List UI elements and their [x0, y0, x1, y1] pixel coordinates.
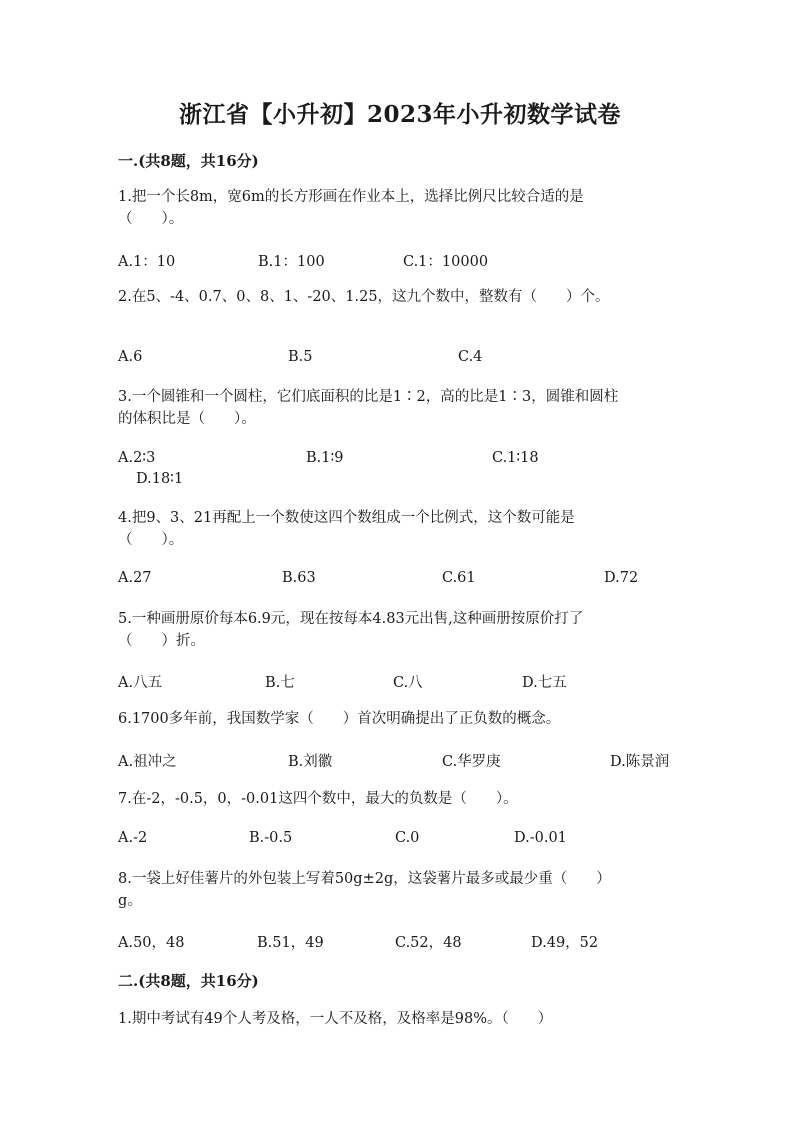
- question-4-option-a: A.27: [118, 570, 152, 586]
- question-6-option-b: B.刘徽: [288, 754, 333, 770]
- question-8-option-b: B.51，49: [257, 935, 324, 951]
- section-2-question-1-stem: 1.期中考试有49个人考及格，一人不及格，及格率是98%。（ ）: [118, 1011, 553, 1027]
- question-5-option-a: A.八五: [118, 675, 163, 691]
- section-1-heading: 一.(共8题，共16分): [118, 152, 259, 170]
- question-7-stem: 7.在-2，-0.5，0，-0.01这四个数中，最大的负数是（ ）。: [118, 791, 518, 807]
- question-8-stem: 8.一袋上好佳薯片的外包装上写着50g±2g，这袋薯片最多或最少重（ ） g。: [118, 871, 611, 909]
- section-2-heading: 二.(共8题，共16分): [118, 972, 259, 990]
- question-7-option-b: B.-0.5: [249, 830, 293, 846]
- question-2-option-a: A.6: [118, 349, 143, 365]
- question-4-option-b: B.63: [282, 570, 316, 586]
- question-3-option-a: A.2∶3: [118, 450, 156, 466]
- question-5-option-b: B.七: [265, 675, 295, 691]
- question-5-option-d: D.七五: [522, 675, 567, 691]
- question-6-option-a: A.祖冲之: [118, 754, 177, 770]
- question-4-option-d: D.72: [604, 570, 639, 586]
- page-title: 浙江省【小升初】2023年小升初数学试卷: [178, 101, 621, 128]
- question-6-option-d: D.陈景润: [610, 754, 670, 770]
- question-7-option-d: D.-0.01: [514, 830, 567, 846]
- question-1-stem: 1.把一个长8m，宽6m的长方形画在作业本上，选择比例尺比较合适的是 （ ）。: [118, 189, 584, 227]
- question-1-option-c: C.1：10000: [403, 254, 489, 270]
- question-2-option-c: C.4: [458, 349, 483, 365]
- question-4-option-c: C.61: [442, 570, 476, 586]
- question-5-stem: 5.一种画册原价每本6.9元，现在按每本4.83元出售,这种画册按原价打了 （ ）折。: [118, 611, 584, 649]
- question-4-stem: 4.把9、3、21再配上一个数使这四个数组成一个比例式，这个数可能是 （ ）。: [118, 510, 575, 548]
- question-1-option-a: A.1：10: [118, 254, 176, 270]
- question-8-option-a: A.50，48: [118, 935, 185, 951]
- question-3-stem: 3.一个圆锥和一个圆柱，它们底面积的比是1∶2，高的比是1∶3，圆锥和圆柱 的体积比是（ ）。: [118, 389, 619, 427]
- question-8-option-c: C.52，48: [395, 935, 462, 951]
- question-3-option-d: D.18∶1: [136, 471, 184, 487]
- question-7-option-c: C.0: [395, 830, 420, 846]
- question-5-option-c: C.八: [393, 675, 423, 691]
- question-3-option-b: B.1∶9: [306, 450, 344, 466]
- question-7-option-a: A.-2: [118, 830, 148, 846]
- question-2-stem: 2.在5、-4、0.7、0、8、1、-20、1.25，这九个数中，整数有（ ）个。: [118, 289, 610, 305]
- question-6-stem: 6.1700多年前，我国数学家（ ）首次明确提出了正负数的概念。: [118, 711, 561, 727]
- question-8-option-d: D.49，52: [531, 935, 599, 951]
- question-1-option-b: B.1：100: [258, 254, 325, 270]
- question-2-option-b: B.5: [288, 349, 313, 365]
- question-3-option-c: C.1∶18: [492, 450, 539, 466]
- question-6-option-c: C.华罗庚: [442, 754, 501, 770]
